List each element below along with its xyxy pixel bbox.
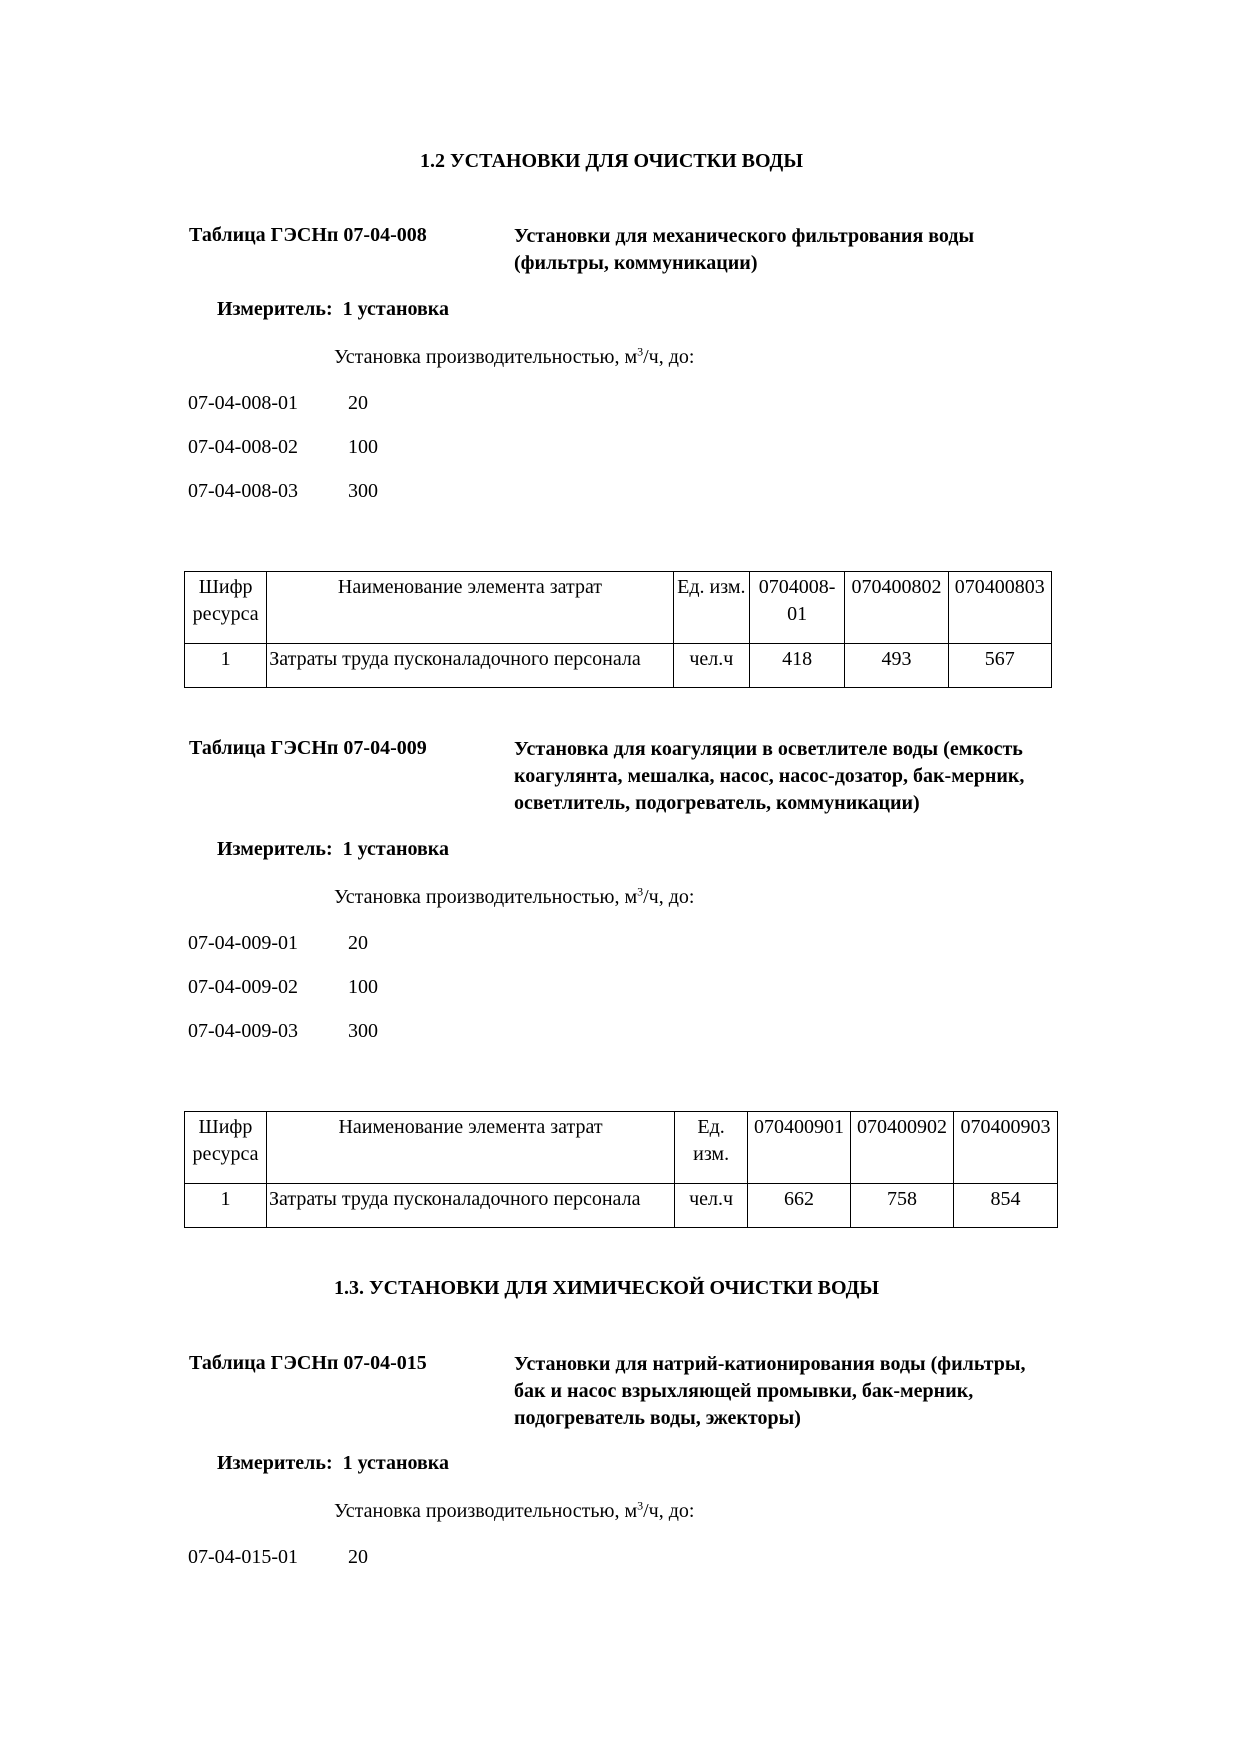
item-value: 300 [348, 1020, 378, 1042]
item-code: 07-04-009-02 [188, 976, 298, 998]
row-unit: чел.ч [675, 1184, 748, 1228]
row-value: 758 [851, 1184, 954, 1228]
measure-line [217, 1452, 449, 1475]
row-num: 1 [185, 1184, 267, 1228]
measure-value: 1 установка [342, 838, 450, 860]
row-value: 567 [948, 644, 1051, 688]
row-name: Затраты труда пусконаладочного персонала [267, 644, 673, 688]
item-value: 300 [348, 480, 378, 502]
resource-table [184, 1111, 1058, 1228]
item-code: 07-04-008-01 [188, 392, 298, 414]
header-code: Шифр ресурса [185, 1112, 267, 1184]
capacity-line: Установка производительностью, $м^3/ч$, до: [334, 884, 695, 908]
measure-label: Измеритель: [217, 838, 333, 860]
measure-label: Измеритель: [217, 298, 333, 320]
capacity-line: Установка производительностью, $м^3/ч$, до: [334, 344, 695, 368]
header-col: 070400903 [954, 1112, 1058, 1184]
item-value: 100 [348, 976, 378, 998]
table-title: Установка для коагуляции в осветлителе воды (емкость коагулянта, мешалка, насос, насос-дозатор, бак-мерник, осветлитель, подогреватель, коммуникации) [514, 738, 1025, 814]
item-value: 20 [348, 932, 368, 954]
row-num: 1 [185, 644, 267, 688]
measure-value: 1 установка [342, 1452, 450, 1474]
table-label: Таблица ГЭСНп 07-04-008 [189, 224, 427, 246]
header-name: Наименование элемента затрат [267, 572, 673, 644]
header-col: 070400803 [948, 572, 1051, 644]
section-title: 1.2 УСТАНОВКИ ДЛЯ ОЧИСТКИ ВОДЫ [420, 150, 803, 172]
item-code: 07-04-009-01 [188, 932, 298, 954]
item-value: 20 [348, 1546, 368, 1568]
item-code: 07-04-009-03 [188, 1020, 298, 1042]
resource-table [184, 571, 1052, 688]
header-col: 070400802 [845, 572, 948, 644]
row-value: 662 [748, 1184, 851, 1228]
capacity-line: Установка производительностью, $м^3/ч$, до: [334, 1498, 695, 1522]
measure-line [217, 298, 449, 321]
row-value: 418 [749, 644, 844, 688]
header-col: 070400902 [851, 1112, 954, 1184]
row-unit: чел.ч [673, 644, 749, 688]
header-col: 070400901 [748, 1112, 851, 1184]
header-col: 0704008-01 [749, 572, 844, 644]
table-label: Таблица ГЭСНп 07-04-015 [189, 1352, 427, 1374]
table-label: Таблица ГЭСНп 07-04-009 [189, 737, 427, 759]
table-row [185, 644, 1052, 688]
row-value: 493 [845, 644, 948, 688]
header-name: Наименование элемента затрат [266, 1112, 674, 1184]
row-value: 854 [954, 1184, 1058, 1228]
measure-line [217, 838, 449, 861]
measure-label: Измеритель: [217, 1452, 333, 1474]
section-title: 1.3. УСТАНОВКИ ДЛЯ ХИМИЧЕСКОЙ ОЧИСТКИ ВОДЫ [334, 1277, 879, 1299]
item-value: 100 [348, 436, 378, 458]
item-code: 07-04-008-02 [188, 436, 298, 458]
table-title: Установки для механического фильтрования воды (фильтры, коммуникации) [514, 225, 975, 274]
table-row [185, 1184, 1058, 1228]
item-code: 07-04-015-01 [188, 1546, 298, 1568]
header-unit: Ед. изм. [675, 1112, 748, 1184]
table-title: Установки для натрий-катионирования воды (фильтры, бак и насос взрыхляющей промывки, бак-мерник, подогреватель воды, эжекторы) [514, 1353, 1026, 1429]
item-value: 20 [348, 392, 368, 414]
header-unit: Ед. изм. [673, 572, 749, 644]
measure-value: 1 установка [342, 298, 450, 320]
header-code: Шифр ресурса [185, 572, 267, 644]
item-code: 07-04-008-03 [188, 480, 298, 502]
row-name: Затраты труда пусконаладочного персонала [266, 1184, 674, 1228]
